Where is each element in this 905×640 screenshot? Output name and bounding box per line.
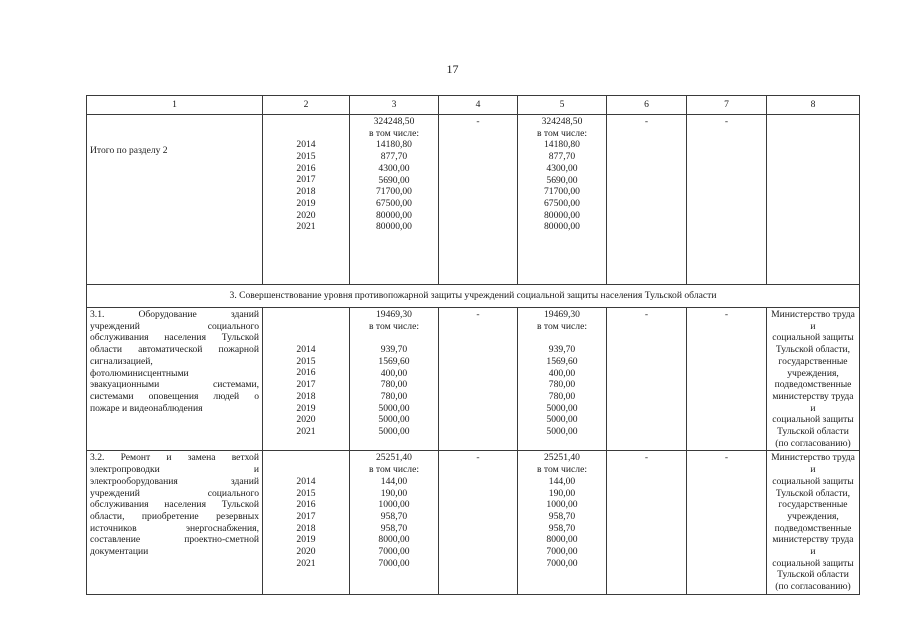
responsible-line: (по согласованию) [775, 437, 851, 449]
value: 958,70 [548, 522, 576, 534]
value: 144,00 [380, 475, 408, 487]
year: 2018 [296, 186, 316, 198]
value: 4300,00 [378, 162, 410, 174]
years-cell [263, 451, 350, 594]
header-col-3: 3 [350, 96, 439, 115]
year: 2017 [296, 174, 316, 186]
header-col-7: 7 [687, 96, 767, 115]
value: 5690,00 [546, 174, 578, 186]
section-3-title: 3. Совершенствование уровня противопожарной защиты учреждений социальной защиты населения Тульской области [87, 285, 860, 308]
including-label: в том числе: [368, 464, 419, 476]
value: 780,00 [548, 390, 576, 402]
name-line: обслуживания населения Тульской [90, 499, 259, 511]
value: 780,00 [548, 379, 576, 391]
header-col-1: 1 [87, 96, 263, 115]
value: 190,00 [548, 487, 576, 499]
year: 2017 [296, 379, 316, 391]
value: 877,70 [548, 151, 576, 163]
row-name-text: Итого по разделу 2 [90, 145, 168, 156]
responsible-line: социальной защиты [772, 557, 854, 569]
funding-col-5-cell [518, 115, 607, 285]
responsible-line: (по согласованию) [775, 581, 851, 593]
responsible-line: государственные [778, 355, 848, 367]
name-line: источников энергоснабжения, [90, 522, 259, 534]
responsible-line: министерству труда и [772, 534, 854, 558]
value: 1569,60 [546, 355, 578, 367]
total-value: 19469,30 [376, 309, 412, 320]
col-6-cell: - [607, 308, 687, 451]
total-value: 324248,50 [541, 116, 583, 127]
year: 2015 [296, 355, 316, 367]
value: 5690,00 [378, 174, 410, 186]
years-cell [263, 308, 350, 451]
header-col-5: 5 [518, 96, 607, 115]
value: 190,00 [380, 487, 408, 499]
value: 400,00 [380, 367, 408, 379]
responsible-line: подведомственные [774, 379, 852, 391]
value: 5000,00 [378, 414, 410, 426]
page-number: 17 [446, 62, 459, 76]
responsible-line: учреждения, [787, 510, 839, 522]
responsible-line: Тульской области, [775, 344, 851, 356]
value: 8000,00 [378, 534, 410, 546]
year: 2021 [296, 557, 316, 569]
years-cell [263, 115, 350, 285]
responsible-line: Тульской области [777, 569, 849, 581]
header-col-2: 2 [263, 96, 350, 115]
year: 2018 [296, 390, 316, 402]
year: 2020 [296, 414, 316, 426]
name-line: учреждений социального [90, 487, 259, 499]
col-4-cell: - [439, 451, 518, 594]
col-7-cell: - [687, 451, 767, 594]
value: 14180,80 [544, 139, 580, 151]
value: 71700,00 [544, 186, 580, 198]
value: 1000,00 [546, 499, 578, 511]
col-6-cell: - [607, 115, 687, 285]
col-4-cell: - [439, 308, 518, 451]
value: 780,00 [380, 390, 408, 402]
col-4-cell: - [439, 115, 518, 285]
name-line: учреждений социального [90, 320, 259, 332]
total-value: 25251,40 [544, 452, 580, 464]
responsible-line: социальной защиты [772, 414, 854, 426]
year: 2015 [296, 151, 316, 163]
value: 939,70 [548, 344, 576, 356]
value: 958,70 [548, 510, 576, 522]
value: 958,70 [380, 522, 408, 534]
including-label: в том числе: [368, 320, 419, 332]
value: 1000,00 [378, 499, 410, 511]
total-value: 19469,30 [544, 309, 580, 320]
header-col-6: 6 [607, 96, 687, 115]
table-row-3-2 [87, 451, 860, 594]
year: 2019 [296, 534, 316, 546]
value: 80000,00 [376, 221, 412, 233]
year: 2014 [296, 139, 316, 151]
value: 7000,00 [546, 557, 578, 569]
responsible-cell [767, 451, 860, 594]
name-line: области автоматической пожарной [90, 344, 259, 356]
including-label: в том числе: [536, 320, 587, 332]
value: 14180,80 [376, 139, 412, 151]
total-value: 324248,50 [373, 116, 415, 127]
value: 1569,60 [378, 355, 410, 367]
including-label: в том числе: [536, 464, 587, 476]
value: 939,70 [380, 344, 408, 356]
funding-col-5-cell [518, 308, 607, 451]
year: 2016 [296, 367, 316, 379]
name-line: электропроводки и [90, 464, 259, 476]
name-line: системами оповещения людей о [90, 390, 259, 402]
funding-total-cell [350, 451, 439, 594]
responsible-line: подведомственные [774, 522, 852, 534]
name-line: документации [90, 546, 149, 558]
year: 2017 [296, 510, 316, 522]
year: 2016 [296, 162, 316, 174]
name-line: области, приобретение резервных [90, 510, 259, 522]
value: 958,70 [380, 510, 408, 522]
col-6-cell: - [607, 451, 687, 594]
responsible-line: государственные [778, 499, 848, 511]
col-8-cell [767, 115, 860, 285]
responsible-line: Тульской области, [775, 487, 851, 499]
year: 2018 [296, 522, 316, 534]
value: 877,70 [380, 151, 408, 163]
name-line: эвакуационными системами, [90, 379, 259, 391]
value: 67500,00 [544, 197, 580, 209]
value: 67500,00 [376, 197, 412, 209]
including-label: в том числе: [536, 127, 587, 139]
year: 2021 [296, 425, 316, 437]
including-label: в том числе: [368, 127, 419, 139]
col-7-cell: - [687, 308, 767, 451]
value: 8000,00 [546, 534, 578, 546]
table-row-total-section-2 [87, 115, 860, 285]
header-row [87, 96, 860, 115]
year: 2020 [296, 546, 316, 558]
header-col-8: 8 [767, 96, 860, 115]
name-line: электрооборудования зданий [90, 475, 259, 487]
responsible-line: учреждения, [787, 367, 839, 379]
value: 80000,00 [544, 221, 580, 233]
responsible-line: социальной защиты [772, 332, 854, 344]
value: 7000,00 [546, 546, 578, 558]
value: 71700,00 [376, 186, 412, 198]
total-value: 25251,40 [376, 452, 412, 464]
value: 5000,00 [546, 402, 578, 414]
value: 80000,00 [544, 209, 580, 221]
year: 2019 [296, 402, 316, 414]
year: 2016 [296, 499, 316, 511]
value: 400,00 [548, 367, 576, 379]
value: 5000,00 [378, 426, 410, 438]
value: 5000,00 [546, 426, 578, 438]
value: 780,00 [380, 379, 408, 391]
year: 2014 [296, 475, 316, 487]
name-line: обслуживания населения Тульской [90, 332, 259, 344]
name-line: 3.1. Оборудование зданий [90, 309, 259, 320]
row-name [87, 308, 263, 451]
section-3-heading-row [87, 285, 860, 308]
value: 80000,00 [376, 209, 412, 221]
responsible-line: министерству труда и [772, 390, 854, 414]
year: 2015 [296, 487, 316, 499]
funding-total-cell [350, 308, 439, 451]
responsible-line: Министерство труда и [771, 309, 855, 332]
value: 5000,00 [546, 414, 578, 426]
name-line: сигнализацией, [90, 355, 153, 367]
year: 2019 [296, 197, 316, 209]
value: 7000,00 [378, 546, 410, 558]
header-col-4: 4 [439, 96, 518, 115]
name-line: пожаре и видеонаблюдения [90, 402, 203, 414]
funding-total-cell [350, 115, 439, 285]
value: 144,00 [548, 475, 576, 487]
year: 2021 [296, 221, 316, 233]
name-line: составление проектно-сметной [90, 534, 259, 546]
responsible-line: Министерство труда и [771, 452, 855, 476]
responsible-line: Тульской области [777, 426, 849, 438]
program-table [86, 95, 860, 595]
row-name [87, 115, 263, 285]
name-line: 3.2. Ремонт и замена ветхой [90, 452, 259, 464]
responsible-line: социальной защиты [772, 475, 854, 487]
name-line: фотолюминисцентными [90, 367, 189, 379]
value: 4300,00 [546, 162, 578, 174]
value: 7000,00 [378, 557, 410, 569]
year: 2014 [296, 344, 316, 356]
value: 5000,00 [378, 402, 410, 414]
responsible-cell [767, 308, 860, 451]
col-7-cell: - [687, 115, 767, 285]
year: 2020 [296, 209, 316, 221]
funding-col-5-cell [518, 451, 607, 594]
row-name [87, 451, 263, 594]
table-row-3-1 [87, 308, 860, 451]
